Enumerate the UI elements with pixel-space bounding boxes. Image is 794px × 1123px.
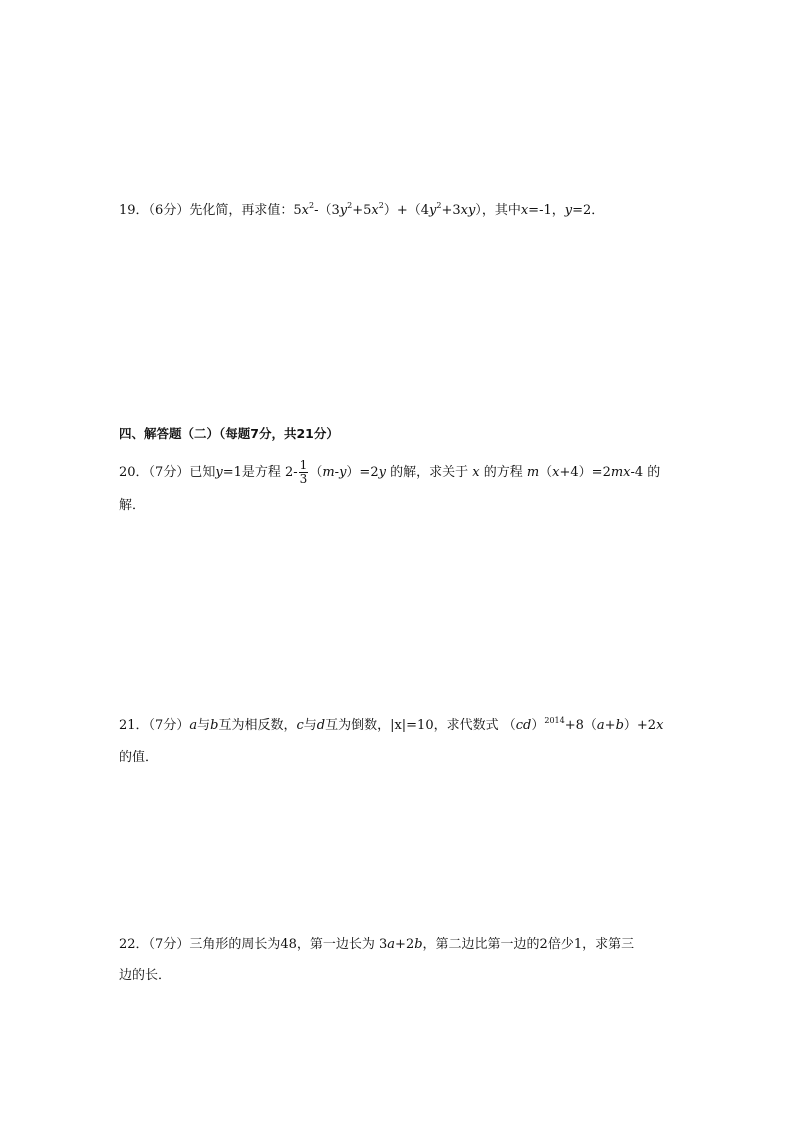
question-20: 20．（7分）已知y=1是方程 2- $\frac{1}{3}$ （m-y）=2y 的解，求关于 x 的方程 m（x+4）=2mx-4 的 xyxy=(119,458,661,486)
section-heading: 四、解答题（二）（每题7分，共21分） xyxy=(119,426,339,441)
question-number: 20． xyxy=(119,465,149,480)
question-lead: 先化简，再求值： xyxy=(189,203,294,218)
question-points: （7分） xyxy=(148,718,190,733)
question-points: （7分） xyxy=(148,937,190,952)
expression: $5x^2-(3y^2+5x^2)+(4y^2+3xy)$ xyxy=(293,201,482,218)
question-number: 21． xyxy=(119,718,149,733)
question-points: （6分） xyxy=(148,203,190,218)
fraction: $\frac{1}{3}$ xyxy=(299,458,308,486)
question-22-continued: 边的长． xyxy=(119,968,172,983)
question-number: 22． xyxy=(119,937,149,952)
question-21: 21．（7分）a与b互为相反数，c与d互为倒数，|x|=10，求代数式 （cd）$^{2014}$+8（a+b）+2x xyxy=(119,716,664,733)
question-points: （7分） xyxy=(148,465,190,480)
question-number: 19． xyxy=(119,203,149,218)
question-19: 19．（6分）先化简，再求值：$5x^2-(3y^2+5x^2)+(4y^2+3xy)$，其中x=-1，y=2． xyxy=(119,201,605,218)
question-20-continued: 解． xyxy=(119,498,146,513)
question-22: 22．（7分）三角形的周长为48，第一边长为 3a+2b，第二边比第一边的2倍少1，求第三 xyxy=(119,937,635,952)
question-21-continued: 的值． xyxy=(119,750,159,765)
